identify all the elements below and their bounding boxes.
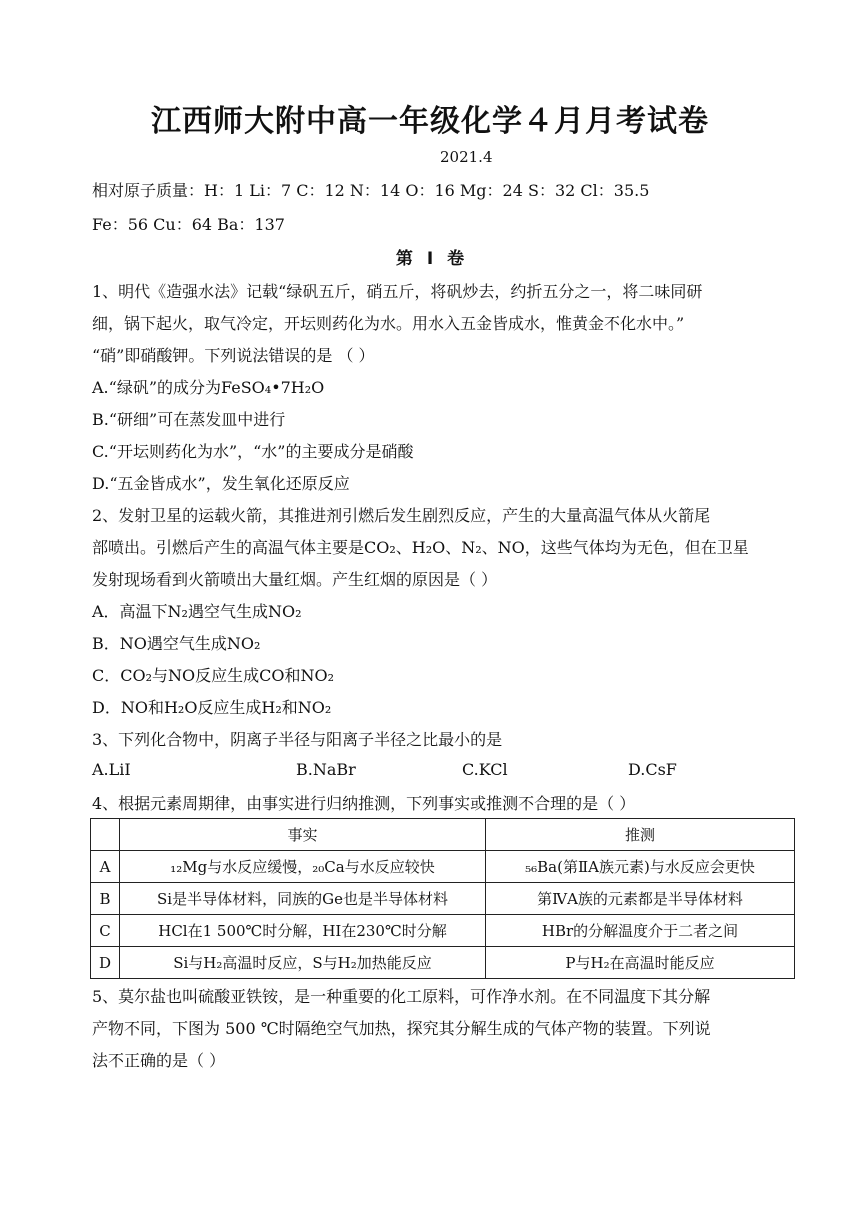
exam-date: 2021.4 [440,148,493,166]
row-id: B [91,883,120,915]
q5-stem-line1: 5、莫尔盐也叫硫酸亚铁铵，是一种重要的化工原料，可作净水剂。在不同温度下其分解 [92,987,711,1006]
q1-stem-line1: 1、明代《造强水法》记载“绿矾五斤，硝五斤，将矾炒去，约折五分之一，将二味同研 [92,282,703,301]
q2-stem-line2: 部喷出。引燃后产生的高温气体主要是CO₂、H₂O、N₂、NO，这些气体均为无色，但在卫星 [92,538,749,557]
row-inference: 第ⅣA族的元素都是半导体材料 [486,883,795,915]
q1-stem-line3: “硝”即硝酸钾。下列说法错误的是 （ ） [92,346,375,365]
table-header-id [91,819,120,851]
row-fact: HCl在1 500℃时分解，HI在230℃时分解 [120,915,486,947]
q1-option-a: A.“绿矾”的成分为FeSO₄•7H₂O [92,378,325,397]
q1-option-c: C.“开坛则药化为水”，“水”的主要成分是硝酸 [92,442,414,461]
row-fact: Si与H₂高温时反应，S与H₂加热能反应 [120,947,486,979]
q3-option-d: D.CsF [628,760,677,779]
table-row [91,915,795,947]
q5-stem-line2: 产物不同，下图为 500 ℃时隔绝空气加热，探究其分解生成的气体产物的装置。下列说 [92,1019,711,1038]
q2-option-a: A．高温下N₂遇空气生成NO₂ [92,602,302,621]
row-id: C [91,915,120,947]
row-fact: Si是半导体材料，同族的Ge也是半导体材料 [120,883,486,915]
q2-option-c: C．CO₂与NO反应生成CO和NO₂ [92,666,335,685]
q3-option-a: A.LiI [92,760,131,779]
section-heading: 第 Ⅰ 卷 [395,249,465,269]
table-row [91,947,795,979]
row-id: A [91,851,120,883]
q4-facts-table [90,818,795,979]
q3-option-b: B.NaBr [296,760,356,779]
q2-stem-line1: 2、发射卫星的运载火箭，其推进剂引燃后发生剧烈反应，产生的大量高温气体从火箭尾 [92,506,711,525]
q3-option-c: C.KCl [462,760,508,779]
q1-option-d: D.“五金皆成水”，发生氧化还原反应 [92,474,350,493]
atomic-masses-line2: Fe：56 Cu：64 Ba：137 [92,215,285,234]
q4-stem: 4、根据元素周期律，由事实进行归纳推测，下列事实或推测不合理的是（ ） [92,794,636,813]
q5-stem-line3: 法不正确的是（ ） [92,1051,226,1070]
q1-stem-line2: 细，锅下起火，取气冷定，开坛则药化为水。用水入五金皆成水，惟黄金不化水中。” [92,314,685,333]
row-inference: P与H₂在高温时能反应 [486,947,795,979]
table-header-inference: 推测 [486,819,795,851]
table-header-row [91,819,795,851]
q2-stem-line3: 发射现场看到火箭喷出大量红烟。产生红烟的原因是（ ） [92,570,498,589]
exam-title: 江西师大附中高一年级化学４月月考试卷 [151,104,709,139]
row-inference: HBr的分解温度介于二者之间 [486,915,795,947]
row-id: D [91,947,120,979]
q1-option-b: B.“研细”可在蒸发皿中进行 [92,410,286,429]
table-row [91,883,795,915]
row-fact: ₁₂Mg与水反应缓慢，₂₀Ca与水反应较快 [120,851,486,883]
q3-stem: 3、下列化合物中，阴离子半径与阳离子半径之比最小的是 [92,730,503,749]
table-row [91,851,795,883]
q2-option-d: D．NO和H₂O反应生成H₂和NO₂ [92,698,332,717]
table-header-fact: 事实 [120,819,486,851]
row-inference: ₅₆Ba(第ⅡA族元素)与水反应会更快 [486,851,795,883]
q2-option-b: B．NO遇空气生成NO₂ [92,634,261,653]
atomic-masses-line1: 相对原子质量：H：1 Li：7 C：12 N：14 O：16 Mg：24 S：32 Cl：35.5 [92,181,650,200]
